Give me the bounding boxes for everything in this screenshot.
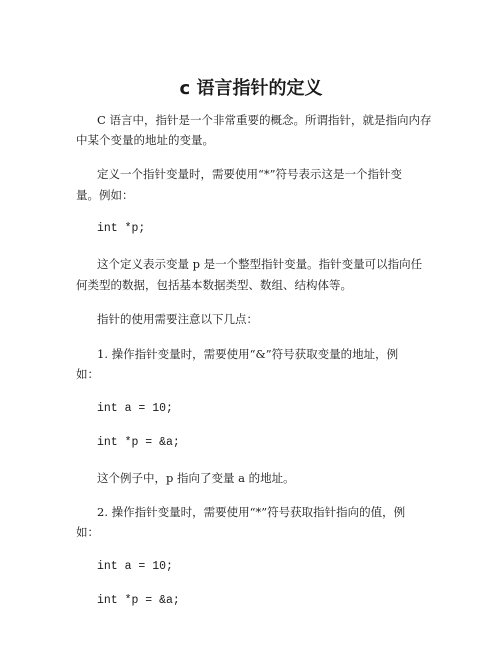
paragraph-line: 这个例子中，p 指向了变量 a 的地址。	[97, 471, 295, 485]
list-item-line: 如：	[76, 367, 99, 381]
paragraph-line: C 语言中，指针是一个非常重要的概念。所谓指针，就是指向内存	[97, 113, 432, 127]
list-item-line: 如：	[76, 525, 99, 539]
paragraph-line: 中某个变量的地址的变量。	[76, 133, 214, 147]
code-line: int a = 10;	[97, 402, 173, 415]
code-line: int *p = &a;	[97, 436, 180, 449]
code-line: int *p;	[97, 222, 146, 235]
page-title: c 语言指针的定义	[179, 78, 323, 99]
paragraph-line: 这个定义表示变量 p 是一个整型指针变量。指针变量可以指向任	[97, 257, 423, 271]
code-line: int a = 10;	[97, 560, 173, 573]
paragraph-line: 何类型的数据，包括基本数据类型、数组、结构体等。	[76, 278, 352, 292]
paragraph-line: 量。例如：	[76, 188, 134, 202]
code-line: int *p = &a;	[97, 594, 180, 607]
paragraph-line: 定义一个指针变量时，需要使用“*”符号表示这是一个指针变	[97, 167, 403, 181]
list-item-line: 1. 操作指针变量时，需要使用“&”符号获取变量的地址，例	[97, 347, 399, 361]
paragraph-line: 指针的使用需要注意以下几点：	[97, 312, 258, 326]
list-item-line: 2. 操作指针变量时，需要使用“*”符号获取指针指向的值，例	[97, 505, 406, 519]
